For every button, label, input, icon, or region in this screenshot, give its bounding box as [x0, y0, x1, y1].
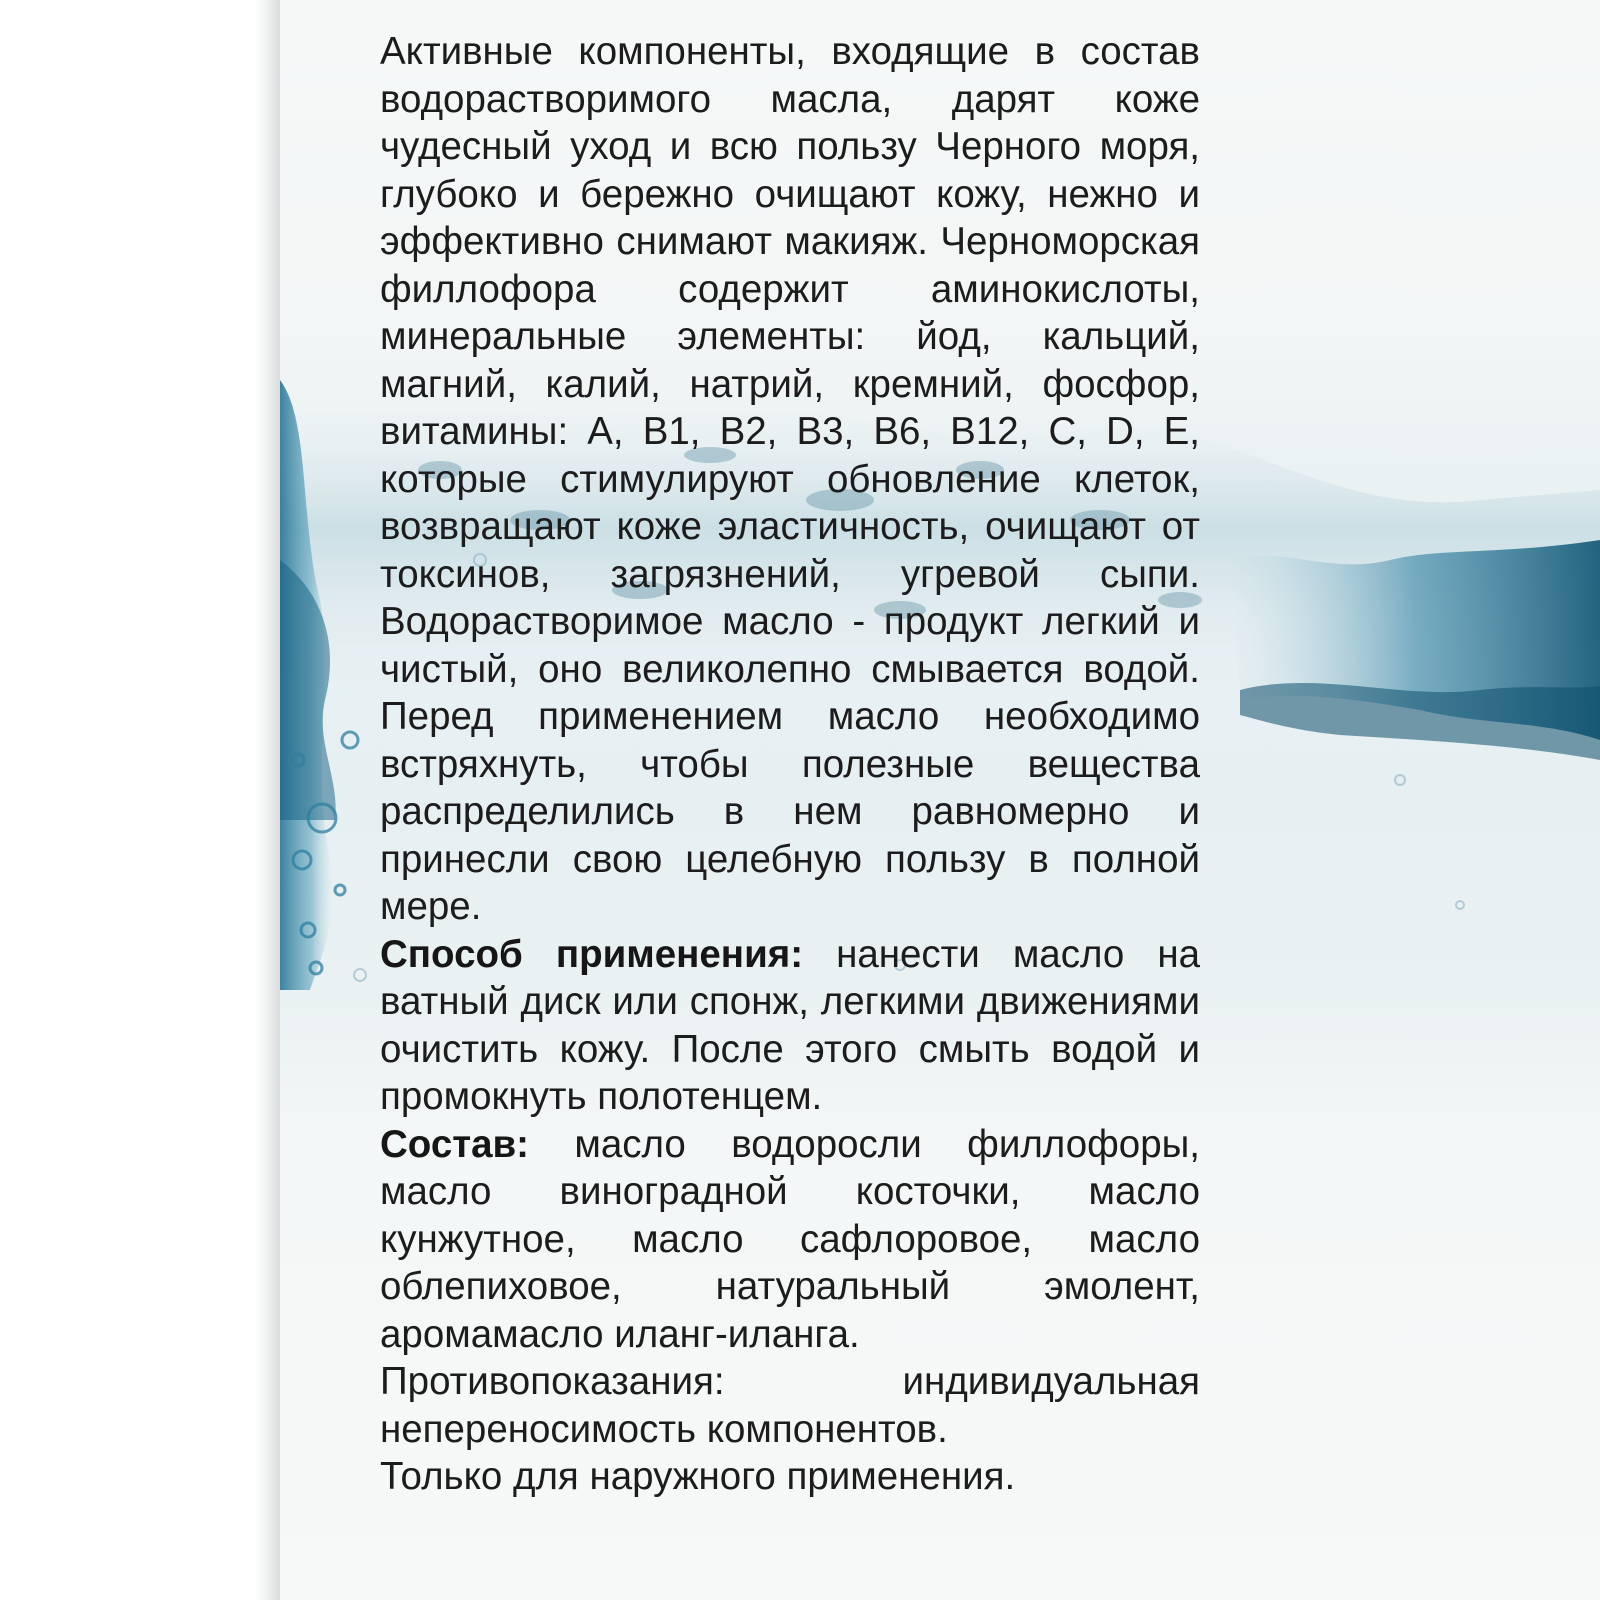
composition-text: масло водоросли филлофоры, масло виноградной косточки, масло кунжутное, масло сафлоровое, масло облепиховое, натуральный эмолент, аромамасло иланг-иланга.: [380, 1122, 1200, 1356]
contraindications-paragraph: Противопоказания: индивидуальная непереносимость компонентов.: [380, 1360, 1200, 1451]
composition-label: Состав:: [380, 1122, 529, 1166]
usage-paragraph: [380, 931, 1200, 1121]
composition-paragraph: [380, 1121, 1200, 1359]
product-description: [380, 28, 1200, 1501]
box-edge-shadow: [0, 0, 280, 1600]
external-use-paragraph: Только для наружного применения.: [380, 1455, 1016, 1498]
usage-text: нанести масло на ватный диск или спонж, легкими движениями очистить кожу. После этого смыть водой и промокнуть полотенцем.: [380, 932, 1200, 1118]
usage-label: Способ применения:: [380, 932, 804, 976]
description-paragraph: Активные компоненты, входящие в состав водорастворимого масла, дарят коже чудесный уход и всю пользу Черного моря, глубоко и бережно очищают кожу, нежно и эффективно снимают макияж. Черноморская филлофора содержит аминокислоты, минеральные элементы: йод, кальций, магний, калий, натрий, кремний, фосфор, витамины: А, В1, В2, В3, В6, В12, С, D, E, которые стимулируют обновление клеток, возвращают коже эластичность, очищают от токсинов, загрязнений, угревой сыпи. Водорастворимое масло - продукт легкий и чистый, оно великолепно смывается водой. Перед применением масло необходимо встряхнуть, чтобы полезные вещества распределились в нем равномерно и принесли свою целебную пользу в полной мере.: [380, 30, 1200, 928]
